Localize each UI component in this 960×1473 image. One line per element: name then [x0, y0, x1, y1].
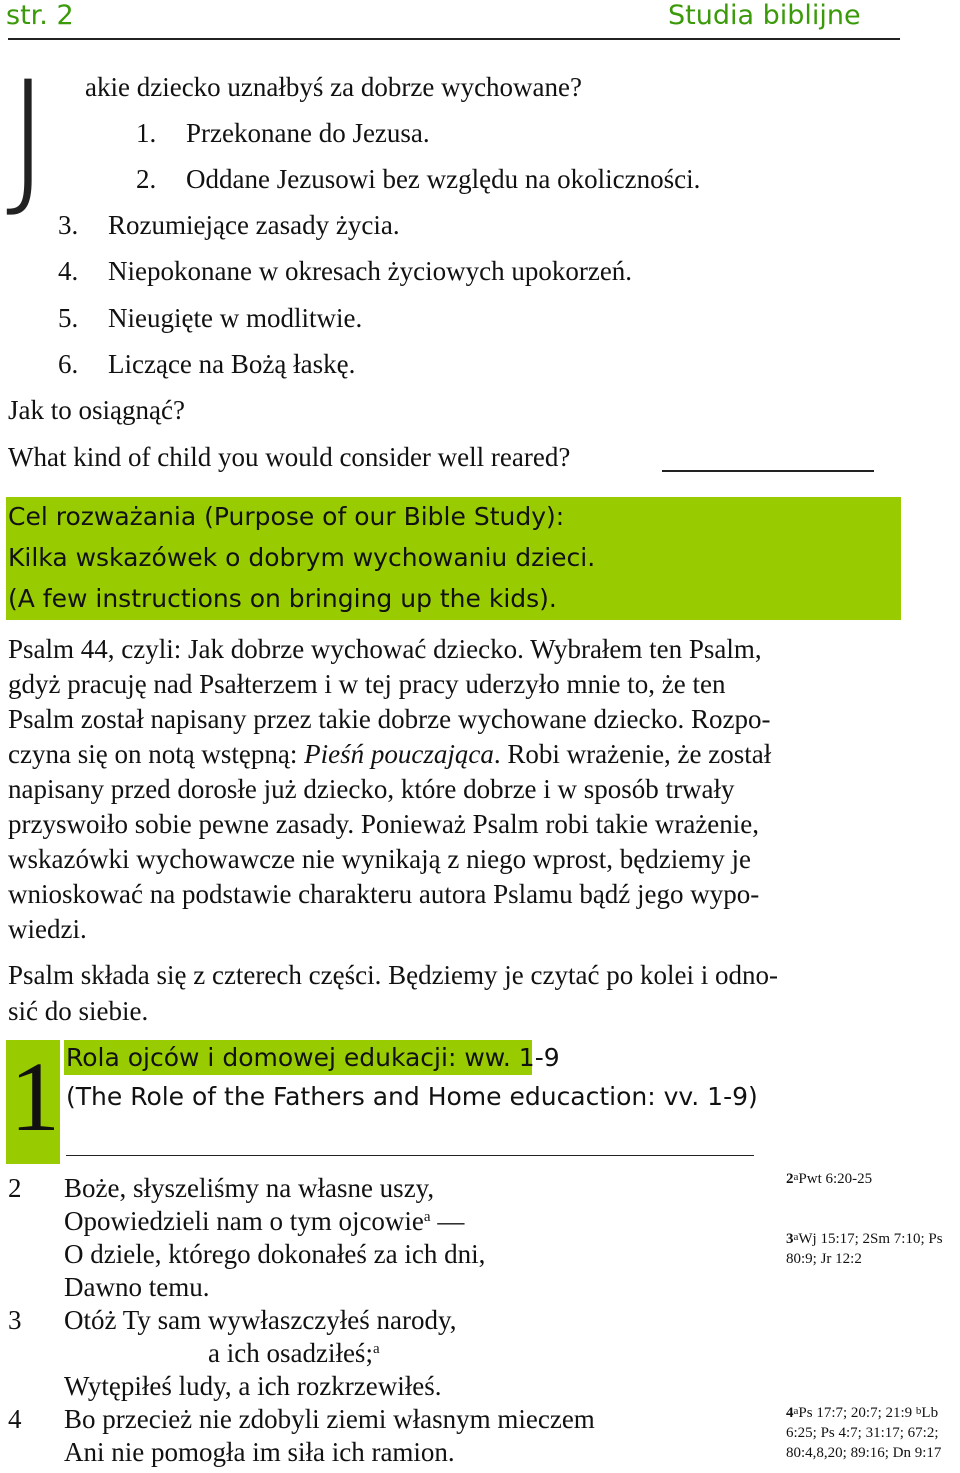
verse-line: Ani nie pomogła im siła ich ramion. — [64, 1437, 455, 1467]
parts-line: Psalm składa się z czterech części. Będziemy je czytać po kolei i odno- — [8, 960, 778, 990]
verse-number: 4 — [8, 1404, 22, 1434]
verse-line: O dziele, którego dokonałeś za ich dni, — [64, 1239, 486, 1269]
list-item-number: 1. — [136, 118, 157, 148]
list-item-number: 3. — [58, 210, 79, 240]
section-number: 1 — [10, 1041, 60, 1152]
note-marker: a — [793, 1405, 799, 1417]
note-marker: a — [793, 1171, 799, 1183]
note-ref: Pwt 6:20-25 — [798, 1171, 873, 1187]
question-first-line: akie dziecko uznałbyś za dobrze wychowane? — [85, 72, 583, 102]
margin-note-cont: 80:9; Jr 12:2 — [786, 1251, 862, 1267]
footnote-marker: a — [423, 1209, 431, 1225]
list-item-number: 4. — [58, 256, 79, 286]
list-item: Nieugięte w modlitwie. — [108, 303, 363, 333]
note-marker: b — [915, 1405, 922, 1417]
answer-blank — [662, 470, 874, 472]
note-marker: a — [793, 1231, 799, 1243]
margin-note — [786, 1230, 943, 1249]
intro-line: Psalm został napisany przez takie dobrze wychowane dziecko. Rozpo- — [8, 704, 771, 734]
footnote-marker: a — [372, 1341, 380, 1357]
list-item-number: 2. — [136, 164, 157, 194]
verse-line: Dawno temu. — [64, 1272, 210, 1302]
note-verse: 2 — [786, 1171, 794, 1187]
verse-number: 3 — [8, 1305, 22, 1335]
intro-line: wnioskować na podstawie charakteru autora Pslamu bądź jego wypo- — [8, 879, 760, 909]
margin-note — [786, 1404, 938, 1423]
verse-dash: — — [430, 1206, 465, 1236]
purpose-polish: Kilka wskazówek o dobrym wychowaniu dzieci. — [8, 543, 596, 572]
english-question: What kind of child you would consider well reared? — [8, 442, 571, 472]
section-subtitle: (The Role of the Fathers and Home educaction: vv. 1-9) — [66, 1082, 758, 1111]
verse-text: Opowiedzieli nam o tym ojcowie — [64, 1206, 424, 1236]
parts-line: sić do siebie. — [8, 996, 149, 1026]
verse-text: a ich osadziłeś; — [208, 1338, 373, 1368]
verse-line: Bo przecież nie zdobyli ziemi własnym mieczem — [64, 1404, 595, 1434]
verse-line — [208, 1337, 380, 1370]
intro-text: . Robi wrażenie, że został — [493, 739, 772, 769]
margin-note — [786, 1170, 872, 1189]
intro-italic-title: Pieśń pouczająca — [304, 739, 494, 769]
section-rule — [66, 1155, 754, 1156]
intro-line: gdyż pracuję nad Psałterzem i w tej pracy uderzyło mnie to, że ten — [8, 669, 726, 699]
verse-number: 2 — [8, 1173, 22, 1203]
list-item: Oddane Jezusowi bez względu na okoliczności. — [186, 164, 701, 194]
margin-note-cont: 80:4,8,20; 89:16; Dn 9:17 — [786, 1445, 942, 1461]
page-number: str. 2 — [6, 0, 74, 31]
note-ref: Lb — [921, 1405, 939, 1421]
list-item: Przekonane do Jezusa. — [186, 118, 430, 148]
list-item: Rozumiejące zasady życia. — [108, 210, 400, 240]
purpose-title: Cel rozważania (Purpose of our Bible Study): — [8, 502, 565, 531]
verse-line: Otóż Ty sam wywłaszczyłeś narody, — [64, 1305, 457, 1335]
purpose-english: (A few instructions on bringing up the kids). — [8, 584, 557, 613]
intro-line: Psalm 44, czyli: Jak dobrze wychować dziecko. Wybrałem ten Psalm, — [8, 634, 762, 664]
section-title: Rola ojców i domowej edukacji: ww. 1-9 — [66, 1043, 560, 1072]
how-question: Jak to osiągnąć? — [8, 395, 185, 425]
note-verse: 3 — [786, 1231, 794, 1247]
list-item-number: 5. — [58, 303, 79, 333]
intro-text: czyna się on notą wstępną: — [8, 739, 305, 769]
verse-line — [64, 1205, 464, 1238]
note-verse: 4 — [786, 1405, 794, 1421]
drop-cap: J — [6, 50, 51, 224]
note-ref: Ps 17:7; 20:7; 21:9 — [798, 1405, 916, 1421]
list-item: Liczące na Bożą łaskę. — [108, 349, 356, 379]
list-item-number: 6. — [58, 349, 79, 379]
list-item: Niepokonane w okresach życiowych upokorzeń. — [108, 256, 633, 286]
note-ref: Wj 15:17; 2Sm 7:10; Ps — [798, 1231, 943, 1247]
intro-line: wiedzi. — [8, 914, 87, 944]
margin-note-cont: 6:25; Ps 4:7; 31:17; 67:2; — [786, 1425, 939, 1441]
running-title: Studia biblijne — [668, 0, 861, 31]
intro-line: przyswoiło sobie pewne zasady. Ponieważ Psalm robi takie wrażenie, — [8, 809, 760, 839]
verse-line: Boże, słyszeliśmy na własne uszy, — [64, 1173, 435, 1203]
intro-line: wskazówki wychowawcze nie wynikają z niego wprost, będziemy je — [8, 844, 752, 874]
verse-line: Wytępiłeś ludy, a ich rozkrzewiłeś. — [64, 1371, 442, 1401]
header-rule — [8, 38, 900, 40]
intro-line — [8, 737, 771, 772]
intro-line: napisany przed dorosłe już dziecko, które dobrze i w sposób trwały — [8, 774, 735, 804]
